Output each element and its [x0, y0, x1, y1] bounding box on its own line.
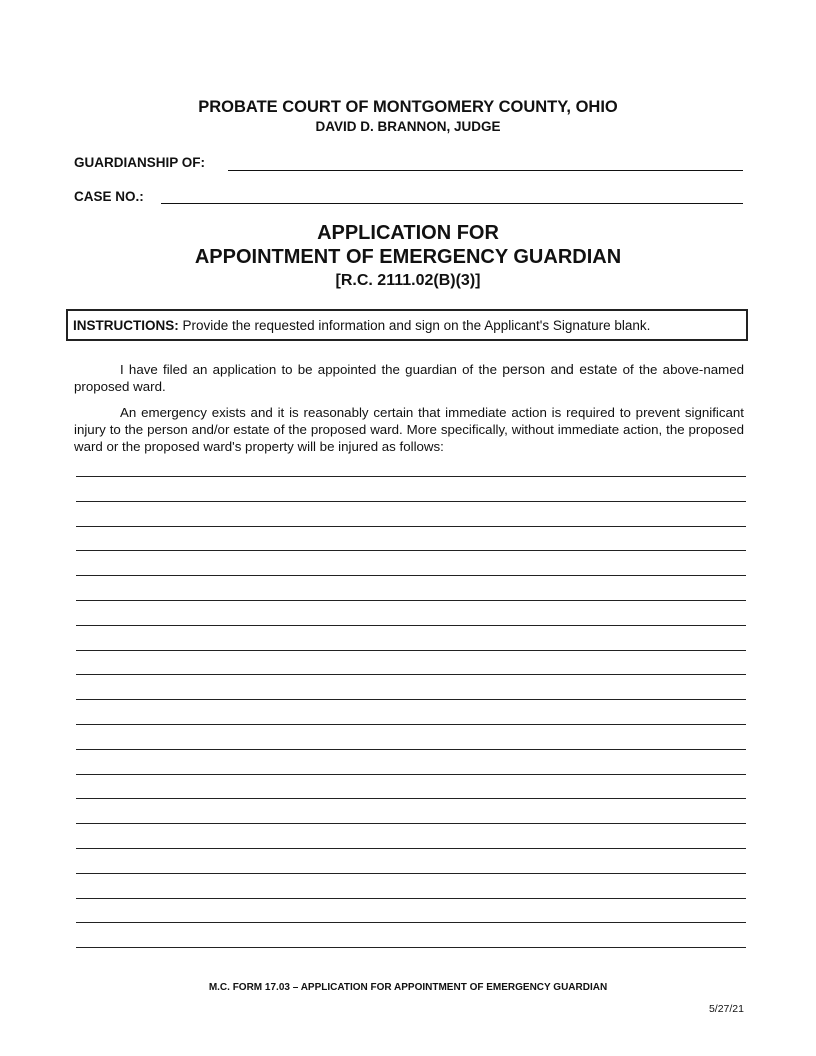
- statute-reference: [R.C. 2111.02(B)(3)]: [335, 272, 481, 289]
- form-title-line2: APPOINTMENT OF EMERGENCY GUARDIAN: [194, 246, 622, 268]
- answer-line[interactable]: [76, 724, 746, 725]
- guardianship-field[interactable]: [228, 170, 743, 171]
- answer-line[interactable]: [76, 674, 746, 675]
- answer-line[interactable]: [76, 922, 746, 923]
- answer-line[interactable]: [76, 774, 746, 775]
- guardianship-label: GUARDIANSHIP OF:: [74, 155, 206, 170]
- answer-line[interactable]: [76, 526, 746, 527]
- instructions-text: Provide the requested information and sign on the Applicant's Signature blank.: [178, 318, 651, 333]
- person-estate-field[interactable]: person and estate: [502, 361, 618, 377]
- form-date: 5/27/21: [708, 1003, 744, 1015]
- judge-name: DAVID D. BRANNON, JUDGE: [315, 119, 501, 134]
- paragraph-application: [74, 361, 744, 395]
- answer-line[interactable]: [76, 501, 746, 502]
- answer-line[interactable]: [76, 575, 746, 576]
- answer-line[interactable]: [76, 476, 746, 477]
- answer-line[interactable]: [76, 848, 746, 849]
- instructions-label: INSTRUCTIONS:: [73, 318, 179, 333]
- answer-line[interactable]: [76, 898, 746, 899]
- case-no-label: CASE NO.:: [74, 189, 144, 204]
- answer-line[interactable]: [76, 600, 746, 601]
- answer-line[interactable]: [76, 947, 746, 948]
- form-title-line1: APPLICATION FOR: [317, 222, 499, 244]
- answer-line[interactable]: [76, 625, 746, 626]
- answer-line[interactable]: [76, 749, 746, 750]
- answer-line[interactable]: [76, 798, 746, 799]
- answer-line[interactable]: [76, 699, 746, 700]
- court-name: PROBATE COURT OF MONTGOMERY COUNTY, OHIO: [198, 98, 618, 116]
- instructions-box: [66, 309, 748, 341]
- answer-line[interactable]: [76, 823, 746, 824]
- paragraph-emergency: An emergency exists and it is reasonably certain that immediate action is required to prevent significant injury to the person and/or estate of the proposed ward. More specifically, without immediate action, the proposed ward or the proposed ward's property will be injured as follows:: [74, 405, 744, 454]
- para1-text-a: I have filed an application to be appointed the guardian of the: [120, 362, 503, 377]
- answer-line[interactable]: [76, 550, 746, 551]
- form-footer: M.C. FORM 17.03 – APPLICATION FOR APPOINTMENT OF EMERGENCY GUARDIAN: [208, 982, 608, 993]
- para1-text-b: of the above-named proposed ward.: [74, 362, 744, 394]
- answer-line[interactable]: [76, 650, 746, 651]
- case-no-field[interactable]: [161, 203, 743, 204]
- answer-line[interactable]: [76, 873, 746, 874]
